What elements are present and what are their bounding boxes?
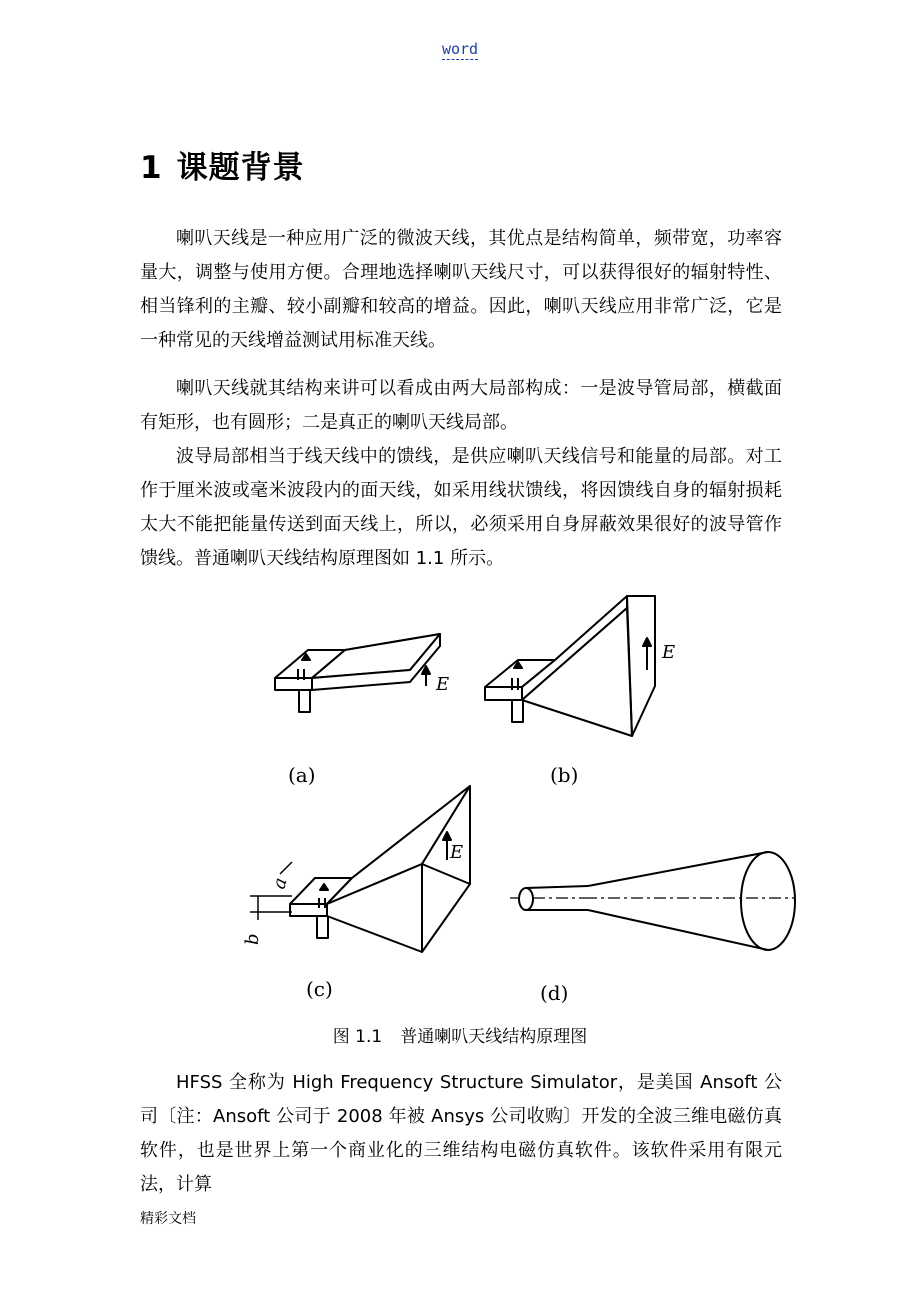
caption-text: 普通喇叭天线结构原理图 <box>400 1027 588 1047</box>
paragraph-1 <box>140 222 782 358</box>
diagram-d <box>510 852 795 1005</box>
header-word-link[interactable] <box>0 40 920 58</box>
diagram-a <box>275 634 449 787</box>
paragraph-2 <box>140 372 782 440</box>
diagram-c <box>242 786 470 1001</box>
field-label-c: E <box>450 842 464 863</box>
dim-b-label: b <box>242 933 263 945</box>
caption-number: 图 1.1 <box>332 1027 383 1047</box>
label-a: (a) <box>288 763 316 787</box>
field-label-a: E <box>436 674 450 695</box>
word-link-text[interactable]: word <box>441 40 479 58</box>
page-footer: 精彩文档 <box>140 1211 196 1227</box>
dim-a-label: a <box>268 875 292 892</box>
label-d: (d) <box>540 981 569 1005</box>
section-heading <box>140 142 305 187</box>
paragraph-text: HFSS 全称为 High Frequency Structure Simulator，是美国 Ansoft 公司〔注：Ansoft 公司于 2008 年被 Ansys 公司收购〕开发的全波三维电磁仿真软件，也是世界上第一个商业化的三维结构电磁仿真软件。该软件采用有限元法，计算 <box>140 1072 782 1195</box>
horn-antenna-figure <box>200 590 820 1010</box>
paragraph-4 <box>140 1066 782 1202</box>
paragraph-text: 喇叭天线就其结构来讲可以看成由两大局部构成：一是波导管局部，横截面有矩形，也有圆形；二是真正的喇叭天线局部。 <box>140 378 782 433</box>
label-b: (b) <box>550 763 579 787</box>
paragraph-text: 喇叭天线是一种应用广泛的微波天线，其优点是结构简单，频带宽，功率容量大，调整与使用方便。合理地选择喇叭天线尺寸，可以获得很好的辐射特性、相当锋利的主瓣、较小副瓣和较高的增益。因此，喇叭天线应用非常广泛，它是一种常见的天线增益测试用标准天线。 <box>140 228 782 351</box>
section-title: 课题背景 <box>176 150 305 186</box>
field-label-b: E <box>662 642 676 663</box>
paragraph-3 <box>140 440 782 576</box>
label-c: (c) <box>306 977 333 1001</box>
paragraph-text: 波导局部相当于线天线中的馈线，是供应喇叭天线信号和能量的局部。对工作于厘米波或毫米波段内的面天线，如采用线状馈线，将因馈线自身的辐射损耗太大不能把能量传送到面天线上，所以，必须采用自身屏蔽效果很好的波导管作馈线。普通喇叭天线结构原理图如 1.1 所示。 <box>140 446 782 569</box>
figure-caption <box>0 1022 920 1047</box>
horn-antenna-diagram <box>200 590 820 1010</box>
diagram-b <box>485 596 675 787</box>
section-number: 1 <box>140 150 163 186</box>
